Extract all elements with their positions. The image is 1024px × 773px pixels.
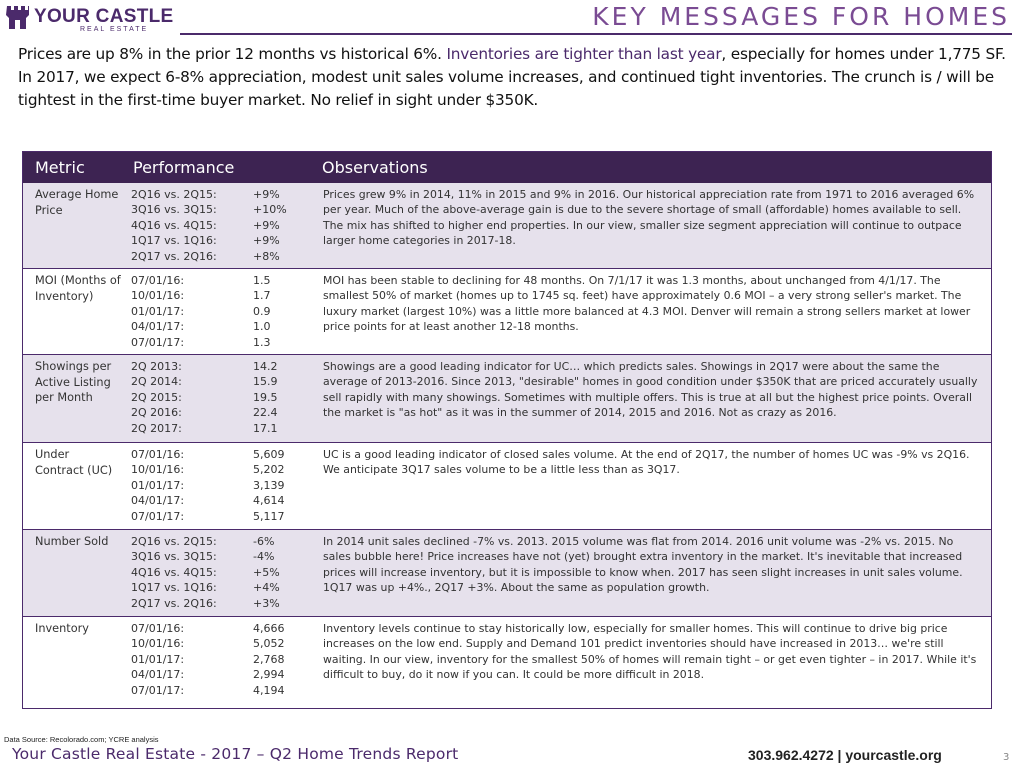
performance-cell: [121, 443, 321, 529]
perf-value: 3,139: [253, 478, 285, 492]
perf-label: 07/01/17:: [131, 335, 185, 349]
perf-value: 5,202: [253, 463, 285, 477]
perf-value: +4%: [253, 581, 280, 595]
table-row: [23, 529, 991, 616]
perf-value: +9%: [253, 234, 280, 248]
perf-value: +8%: [253, 249, 280, 263]
perf-label: 10/01/16:: [131, 289, 185, 303]
castle-icon: [6, 4, 30, 30]
perf-label: 2Q 2014:: [131, 375, 182, 389]
metric-cell: Average Home Price: [35, 188, 119, 217]
table-row: [23, 616, 991, 708]
perf-value: +3%: [253, 596, 280, 610]
performance-cell: [121, 617, 321, 708]
perf-value: 5,052: [253, 637, 285, 651]
perf-label: 07/01/16:: [131, 622, 185, 635]
perf-label: 07/01/16:: [131, 448, 185, 461]
perf-label: 07/01/17:: [131, 509, 185, 523]
observation-cell: Showings are a good leading indicator for UC… which predicts sales. Showings in 2Q17 were about the same the average of 2013-2016. Since 2013, "desirable" homes in good condition under $350K that are priced accurately usually sell rapidly with many showings. Sometimes with multiple offers. This is true at all but the highest price points. Overall the market is "as hot" as it was in the summer of 2014, 2015 and 2016. Not as crazy as 2016.: [323, 360, 978, 420]
perf-label: 2Q 2017:: [131, 421, 182, 435]
performance-cell: [121, 355, 321, 442]
perf-label: 2Q17 vs. 2Q16:: [131, 596, 217, 610]
observation-cell: Prices grew 9% in 2014, 11% in 2015 and 9% in 2016. Our historical appreciation rate from 1971 to 2016 averaged 6% per year. Much of the above-average gain is due to the severe shortage of small (affordable) homes available to sell. The mix has shifted to higher end properties. In our view, smaller size segment appreciation will continue to outpace larger home categories in 2017-18.: [323, 188, 975, 248]
perf-value: +10%: [253, 203, 287, 217]
metric-cell: MOI (Months of Inventory): [35, 274, 121, 303]
perf-value: 1.0: [253, 320, 271, 334]
perf-value: 5,609: [253, 448, 285, 461]
performance-cell: [121, 530, 321, 616]
perf-label: 1Q17 vs. 1Q16:: [131, 581, 217, 595]
metric-cell: Inventory: [35, 622, 89, 635]
metric-cell: Under Contract (UC): [35, 448, 113, 477]
perf-label: 04/01/17:: [131, 494, 185, 508]
perf-value: -6%: [253, 535, 275, 548]
performance-cell: [121, 183, 321, 268]
perf-value: -4%: [253, 550, 275, 564]
perf-label: 3Q16 vs. 3Q15:: [131, 203, 217, 217]
table-row: [23, 354, 991, 442]
perf-label: 2Q 2015:: [131, 390, 182, 404]
perf-value: 17.1: [253, 421, 278, 435]
perf-label: 07/01/17:: [131, 683, 185, 697]
perf-label: 4Q16 vs. 4Q15:: [131, 565, 217, 579]
perf-value: 22.4: [253, 406, 278, 420]
table-row: [23, 183, 991, 268]
perf-label: 04/01/17:: [131, 668, 185, 682]
perf-label: 10/01/16:: [131, 463, 185, 477]
perf-value: 1.3: [253, 335, 271, 349]
intro-text-2: , especially for homes under 1,775 SF. In 2017, we expect 6-8% appreciation, modest unit sales volume increases, and continued tight inventories. The crunch is / will be tightest in the first-time buyer market. No relief in sight under $350K.: [18, 45, 1006, 109]
perf-label: 04/01/17:: [131, 320, 185, 334]
page-title: KEY MESSAGES FOR HOMES: [592, 2, 1010, 31]
performance-cell: [121, 269, 321, 354]
perf-value: 19.5: [253, 390, 278, 404]
perf-value: 4,614: [253, 494, 285, 508]
intro-highlight: Inventories are tighter than last year: [446, 45, 722, 63]
perf-value: 2,768: [253, 652, 285, 666]
perf-label: 2Q 2016:: [131, 406, 182, 420]
observation-cell: MOI has been stable to declining for 48 months. On 7/1/17 it was 1.3 months, about unchanged from 4/1/17. The smallest 50% of market (homes up to 1745 sq. feet) have approximately 0.6 MOI – a very strong seller's market. The luxury market (largest 10%) was a little more balanced at 4.3 MOI. Denver will remain a strong sellers market at lower price points for at least another 12-18 months.: [323, 274, 971, 334]
perf-label: 01/01/17:: [131, 652, 185, 666]
perf-value: 14.2: [253, 360, 278, 373]
perf-label: 2Q17 vs. 2Q16:: [131, 249, 217, 263]
perf-value: 0.9: [253, 304, 271, 318]
perf-label: 2Q 2013:: [131, 360, 182, 373]
perf-value: 4,666: [253, 622, 285, 635]
page-number: 3: [1003, 752, 1010, 763]
header-metric: Metric: [35, 158, 85, 177]
metric-cell: Showings per Active Listing per Month: [35, 360, 112, 404]
header-observations: Observations: [322, 158, 428, 177]
intro-paragraph: [18, 43, 1008, 112]
perf-value: 15.9: [253, 375, 278, 389]
observation-cell: UC is a good leading indicator of closed sales volume. At the end of 2Q17, the number of homes UC was -9% vs 2Q16. We anticipate 3Q17 sales volume to be a little less than as 3Q17.: [323, 448, 970, 477]
report-title: Your Castle Real Estate - 2017 – Q2 Home Trends Report: [12, 745, 459, 763]
observation-cell: In 2014 unit sales declined -7% vs. 2013. 2015 volume was flat from 2014. 2016 unit volume was -2% vs. 2015. No sales bubble here! Price increases have not (yet) brought extra inventory in the market. It's inevitable that increased prices will increase inventory, but it is impossible to know when. 2017 has seen slight increases in unit sales volume. 1Q17 was up +4%., 2Q17 +3%. About the same as population growth.: [323, 535, 963, 595]
perf-label: 10/01/16:: [131, 637, 185, 651]
perf-value: 5,117: [253, 509, 285, 523]
data-source-note: Data Source: Recolorado.com; YCRE analysis: [4, 735, 159, 744]
header-performance: Performance: [133, 158, 235, 177]
perf-label: 4Q16 vs. 4Q15:: [131, 218, 217, 232]
logo-sub-text: REAL ESTATE: [80, 26, 149, 33]
perf-value: 2,994: [253, 668, 285, 682]
table-row: [23, 268, 991, 354]
perf-value: 4,194: [253, 683, 285, 697]
perf-value: +9%: [253, 218, 280, 232]
perf-label: 01/01/17:: [131, 478, 185, 492]
perf-value: +5%: [253, 565, 280, 579]
key-messages-table: [22, 151, 992, 709]
perf-value: +9%: [253, 188, 280, 201]
observation-cell: Inventory levels continue to stay historically low, especially for smaller homes. This will continue to drive big price increases on the low end. Supply and Demand 101 predict inventories should have increased in 2013… we're still waiting. In our view, inventory for the smallest 50% of homes will remain tight – or get even tighter – in 2017. While it's difficult to buy, do it now if you can. It could be more difficult in 2018.: [323, 622, 977, 682]
company-logo: [6, 4, 176, 32]
perf-value: 1.7: [253, 289, 271, 303]
table-header: [23, 152, 991, 183]
header-divider: [180, 33, 1012, 35]
metric-cell: Number Sold: [35, 535, 109, 548]
contact-info[interactable]: 303.962.4272 | yourcastle.org: [748, 747, 942, 763]
perf-label: 2Q16 vs. 2Q15:: [131, 188, 217, 201]
logo-brand-text: YOUR CASTLE: [34, 6, 174, 27]
perf-value: 1.5: [253, 274, 271, 287]
perf-label: 01/01/17:: [131, 304, 185, 318]
table-row: [23, 442, 991, 529]
perf-label: 3Q16 vs. 3Q15:: [131, 550, 217, 564]
perf-label: 07/01/16:: [131, 274, 185, 287]
perf-label: 2Q16 vs. 2Q15:: [131, 535, 217, 548]
perf-label: 1Q17 vs. 1Q16:: [131, 234, 217, 248]
intro-text-1: Prices are up 8% in the prior 12 months vs historical 6%.: [18, 45, 447, 63]
